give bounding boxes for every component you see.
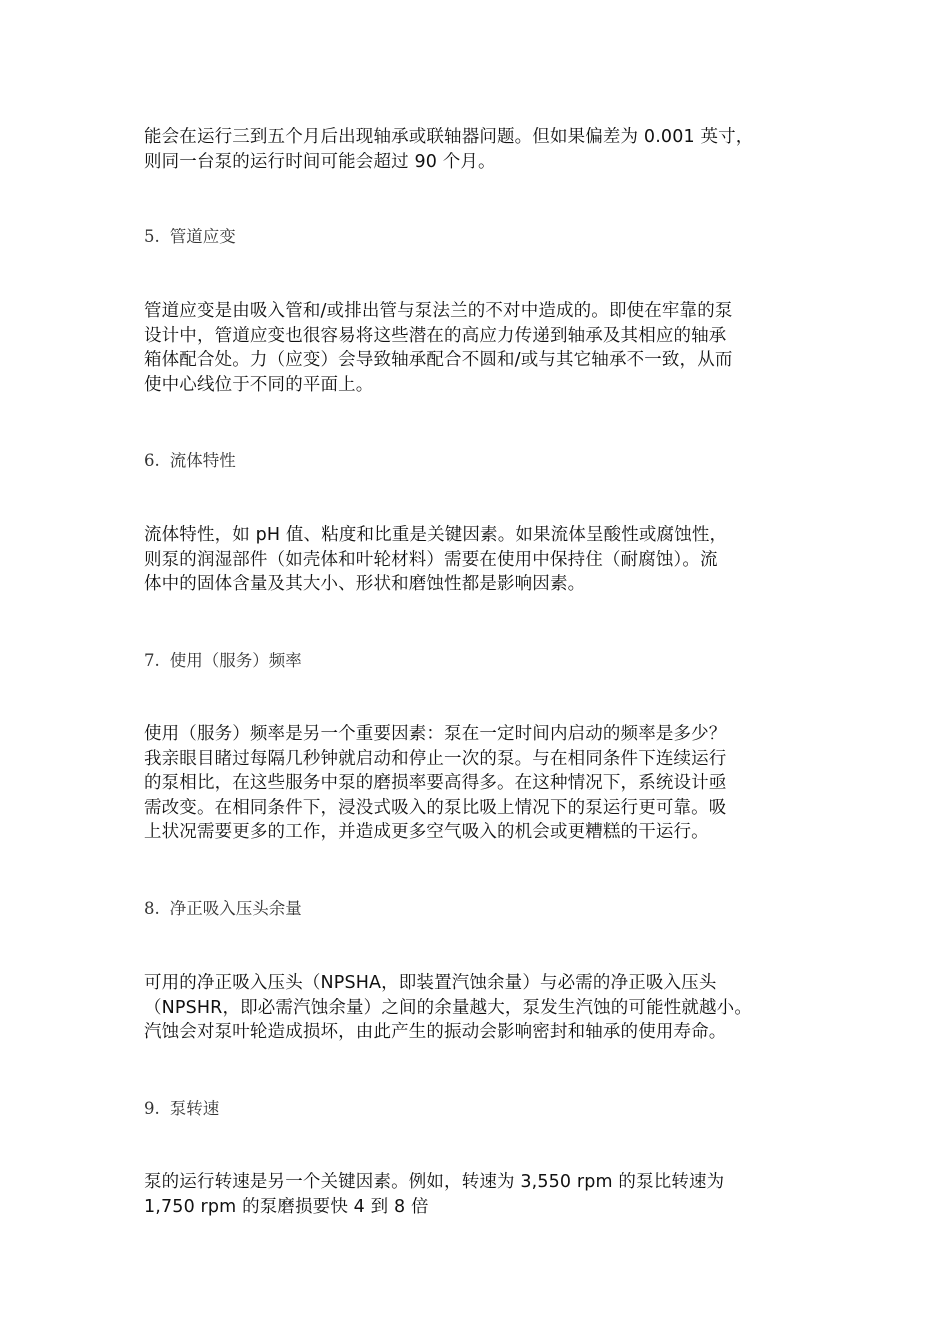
section-heading-9 (144, 1098, 219, 1120)
paragraph-line: 管道应变是由吸入管和/或排出管与泵法兰的不对中造成的。即使在牢靠的泵 (144, 301, 733, 321)
paragraph-line: 的泵相比，在这些服务中泵的磨损率要高得多。在这种情况下，系统设计亟 (144, 773, 727, 794)
paragraph-line: 体中的固体含量及其大小、形状和磨蚀性都是影响因素。 (144, 574, 586, 595)
paragraph-line: 流体特性，如 pH 值、粘度和比重是关键因素。如果流体呈酸性或腐蚀性， (144, 525, 728, 545)
paragraph-line: 使用（服务）频率是另一个重要因素：泵在一定时间内启动的频率是多少？ (144, 724, 727, 744)
paragraph-line: 上状况需要更多的工作，并造成更多空气吸入的机会或更糟糕的干运行。 (144, 822, 709, 843)
paragraph-line: 设计中，管道应变也很容易将这些潜在的高应力传递到轴承及其相应的轴承 (144, 325, 727, 346)
paragraph-line: 需改变。在相同条件下，浸没式吸入的泵比吸上情况下的泵运行更可靠。吸 (144, 797, 727, 818)
intro-paragraph (144, 125, 814, 174)
paragraph-line: 能会在运行三到五个月后出现轴承或联轴器问题。但如果偏差为 0.001 英寸， (144, 127, 754, 147)
section-paragraph-7 (144, 722, 814, 845)
paragraph-line: 1,750 rpm 的泵磨损要快 4 到 8 倍 (144, 1196, 429, 1217)
section-title: 流体特性 (169, 451, 236, 470)
paragraph-line: （NPSHR，即必需汽蚀余量）之间的余量越大，泵发生汽蚀的可能性就越小。 (144, 997, 752, 1018)
section-number: 9. (144, 1099, 160, 1118)
section-heading-7 (144, 650, 302, 672)
section-heading-5 (144, 226, 236, 248)
section-number: 7. (144, 651, 160, 670)
section-heading-8 (144, 898, 302, 920)
section-number: 5. (144, 227, 160, 246)
section-paragraph-5 (144, 299, 814, 397)
section-number: 8. (144, 899, 160, 918)
section-paragraph-9 (144, 1170, 814, 1219)
paragraph-line: 使中心线位于不同的平面上。 (144, 374, 374, 395)
paragraph-line: 箱体配合处。力（应变）会导致轴承配合不圆和/或与其它轴承不一致，从而 (144, 350, 733, 371)
section-paragraph-6 (144, 523, 814, 597)
section-heading-6 (144, 450, 236, 472)
section-title: 管道应变 (169, 227, 236, 246)
paragraph-line: 则同一台泵的运行时间可能会超过 90 个月。 (144, 151, 496, 172)
section-title: 泵转速 (169, 1099, 220, 1118)
paragraph-line: 则泵的润湿部件（如壳体和叶轮材料）需要在使用中保持住（耐腐蚀）。流 (144, 549, 718, 570)
section-number: 6. (144, 451, 160, 470)
paragraph-line: 泵的运行转速是另一个关键因素。例如，转速为 3,550 rpm 的泵比转速为 (144, 1172, 725, 1192)
section-title: 净正吸入压头余量 (169, 899, 302, 918)
section-paragraph-8 (144, 971, 814, 1045)
section-title: 使用（服务）频率 (169, 651, 302, 670)
paragraph-line: 我亲眼目睹过每隔几秒钟就启动和停止一次的泵。与在相同条件下连续运行 (144, 748, 727, 769)
paragraph-line: 可用的净正吸入压头（NPSHA，即装置汽蚀余量）与必需的净正吸入压头 (144, 973, 717, 993)
paragraph-line: 汽蚀会对泵叶轮造成损坏，由此产生的振动会影响密封和轴承的使用寿命。 (144, 1022, 727, 1043)
